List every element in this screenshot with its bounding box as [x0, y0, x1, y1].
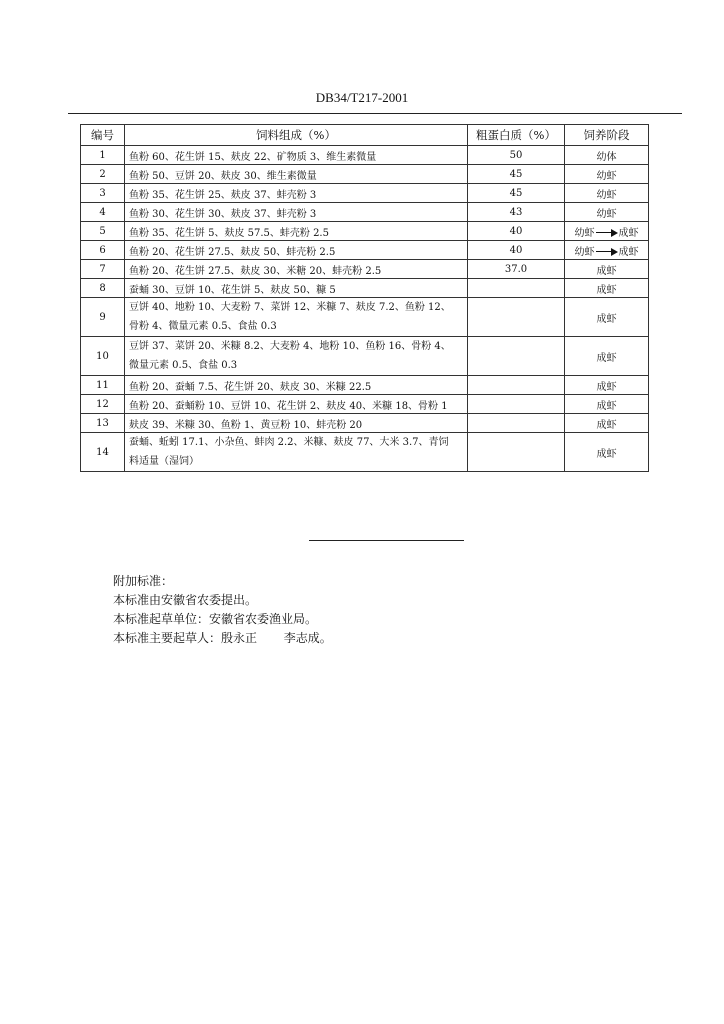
appendix-drafters: 本标准主要起草人：殷永正 李志成。 — [113, 631, 332, 645]
row-number: 14 — [81, 433, 125, 472]
row-stage: 成虾 — [565, 337, 649, 376]
appendix-drafting-unit: 本标准起草单位：安徽省农委渔业局。 — [113, 612, 318, 626]
row-number: 13 — [81, 414, 125, 433]
composition-line: 蚕蛹、蚯蚓 17.1、小杂鱼、蚌肉 2.2、米糠、麸皮 77、大米 3.7、青饲 — [129, 437, 449, 448]
row-stage-transition — [565, 222, 649, 241]
row-composition: 鱼粉 35、花生饼 5、麸皮 57.5、蚌壳粉 2.5 — [125, 222, 468, 241]
row-composition: 鱼粉 20、蚕蛹 7.5、花生饼 20、麸皮 30、米糠 22.5 — [125, 376, 468, 395]
row-number: 11 — [81, 376, 125, 395]
row-number: 2 — [81, 165, 125, 184]
row-composition: 蚕蛹 30、豆饼 10、花生饼 5、麸皮 50、糠 5 — [125, 279, 468, 298]
composition-line: 豆饼 40、地粉 10、大麦粉 7、菜饼 12、米糠 7、麸皮 7.2、鱼粉 12、 — [129, 302, 451, 313]
row-composition — [125, 433, 468, 472]
table-row — [81, 184, 649, 203]
row-protein — [468, 376, 565, 395]
row-number: 8 — [81, 279, 125, 298]
row-number: 10 — [81, 337, 125, 376]
table-row — [81, 298, 649, 337]
row-number: 1 — [81, 146, 125, 165]
table-row — [81, 222, 649, 241]
row-stage: 幼虾 — [565, 203, 649, 222]
row-protein: 40 — [468, 241, 565, 260]
row-number: 5 — [81, 222, 125, 241]
row-protein: 40 — [468, 222, 565, 241]
row-protein: 45 — [468, 165, 565, 184]
row-composition: 麸皮 39、米糠 30、鱼粉 1、黄豆粉 10、蚌壳粉 20 — [125, 414, 468, 433]
row-protein: 45 — [468, 184, 565, 203]
table-row — [81, 241, 649, 260]
row-protein — [468, 279, 565, 298]
row-composition: 鱼粉 30、花生饼 30、麸皮 37、蚌壳粉 3 — [125, 203, 468, 222]
stage-from: 幼虾 — [574, 246, 595, 258]
row-number: 7 — [81, 260, 125, 279]
row-stage-transition — [565, 241, 649, 260]
table-row — [81, 203, 649, 222]
end-of-standard-rule — [309, 540, 464, 541]
feed-formula-table — [80, 124, 649, 472]
row-stage: 成虾 — [565, 395, 649, 414]
table-row — [81, 395, 649, 414]
stage-to: 成虾 — [618, 246, 639, 258]
row-protein — [468, 337, 565, 376]
stage-to: 成虾 — [618, 227, 639, 239]
row-number: 12 — [81, 395, 125, 414]
table-row — [81, 165, 649, 184]
table-row — [81, 433, 649, 472]
row-composition: 鱼粉 20、蚕蛹粉 10、豆饼 10、花生饼 2、麸皮 40、米糠 18、骨粉 1 — [125, 395, 468, 414]
table-row — [81, 279, 649, 298]
standard-code: DB34/T217-2001 — [315, 90, 409, 105]
row-stage: 成虾 — [565, 279, 649, 298]
table-row — [81, 337, 649, 376]
row-stage: 成虾 — [565, 376, 649, 395]
appendix-proposer: 本标准由安徽省农委提出。 — [113, 593, 258, 607]
table-row — [81, 414, 649, 433]
row-composition: 鱼粉 20、花生饼 27.5、麸皮 30、米糖 20、蚌壳粉 2.5 — [125, 260, 468, 279]
row-composition: 鱼粉 35、花生饼 25、麸皮 37、蚌壳粉 3 — [125, 184, 468, 203]
row-stage: 幼虾 — [565, 165, 649, 184]
header-divider — [68, 113, 682, 114]
col-header-protein: 粗蛋白质（%） — [468, 125, 565, 146]
col-header-stage: 饲养阶段 — [565, 125, 649, 146]
row-stage: 成虾 — [565, 298, 649, 337]
right-arrow-icon — [596, 229, 618, 237]
row-protein — [468, 414, 565, 433]
row-protein — [468, 395, 565, 414]
row-composition: 鱼粉 50、豆饼 20、麸皮 30、维生素微量 — [125, 165, 468, 184]
composition-line: 微量元素 0.5、食盐 0.3 — [129, 360, 238, 371]
appendix-block — [113, 572, 332, 648]
row-number: 9 — [81, 298, 125, 337]
stage-from: 幼虾 — [574, 227, 595, 239]
composition-line: 骨粉 4、微量元素 0.5、食盐 0.3 — [129, 321, 277, 332]
table-row — [81, 146, 649, 165]
row-protein: 43 — [468, 203, 565, 222]
composition-line: 豆饼 37、菜饼 20、米糠 8.2、大麦粉 4、地粉 10、鱼粉 16、骨粉 4、 — [129, 341, 451, 352]
row-stage: 幼虾 — [565, 184, 649, 203]
col-header-number: 编号 — [81, 125, 125, 146]
table-row — [81, 376, 649, 395]
row-number: 4 — [81, 203, 125, 222]
table-row — [81, 260, 649, 279]
row-number: 3 — [81, 184, 125, 203]
row-protein: 50 — [468, 146, 565, 165]
row-protein: 37.0 — [468, 260, 565, 279]
table-header-row — [81, 125, 649, 146]
col-header-composition: 饲料组成（%） — [125, 125, 468, 146]
right-arrow-icon — [596, 248, 618, 256]
appendix-title: 附加标准： — [113, 574, 174, 588]
row-composition: 鱼粉 20、花生饼 27.5、麸皮 50、蚌壳粉 2.5 — [125, 241, 468, 260]
row-stage: 成虾 — [565, 414, 649, 433]
row-protein — [468, 433, 565, 472]
composition-line: 料适量（湿饲） — [129, 456, 199, 467]
row-protein — [468, 298, 565, 337]
row-stage: 成虾 — [565, 433, 649, 472]
row-composition — [125, 337, 468, 376]
row-stage: 成虾 — [565, 260, 649, 279]
row-composition — [125, 298, 468, 337]
row-stage: 幼体 — [565, 146, 649, 165]
row-number: 6 — [81, 241, 125, 260]
row-composition: 鱼粉 60、花生饼 15、麸皮 22、矿物质 3、维生素微量 — [125, 146, 468, 165]
